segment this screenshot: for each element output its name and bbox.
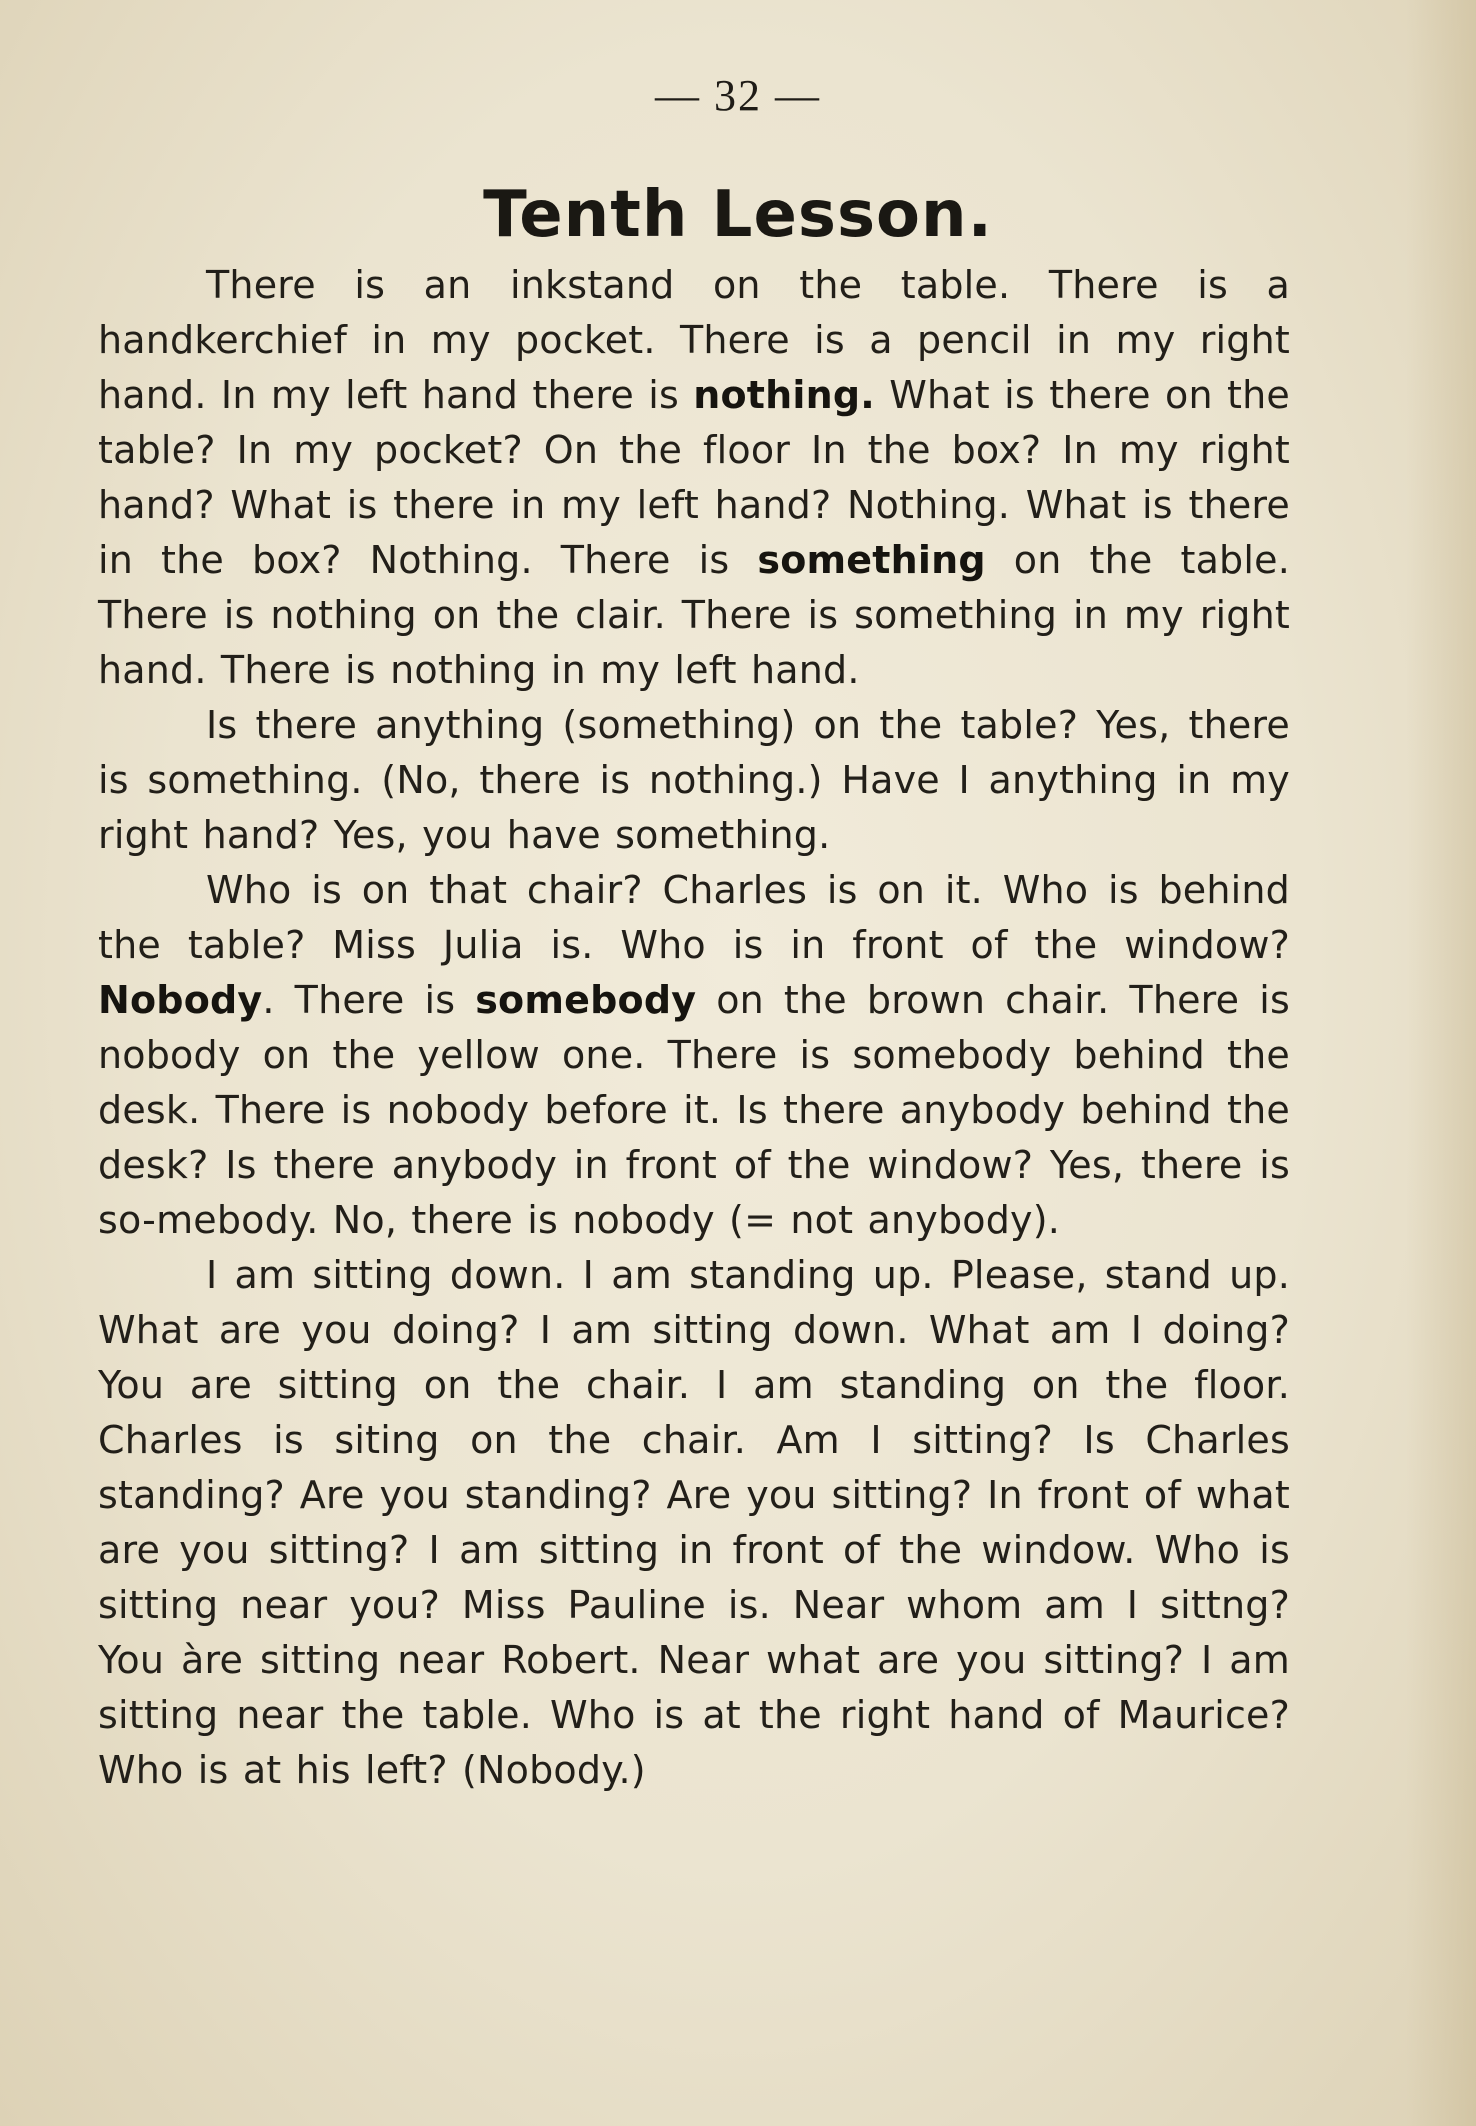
text-run: Who is on that chair? Charles is on it. Who is behind the table? Miss Julia is. Who is in front of the window? (98, 868, 1290, 967)
page-number: — 32 — (655, 71, 821, 120)
lesson-title: Tenth Lesson. (483, 178, 993, 252)
text-run: . There is (262, 978, 476, 1022)
paragraph (98, 1248, 1290, 1798)
bold-term: Nobody (98, 978, 263, 1022)
text-run: on the brown chair. There is nobody on the yellow one. There is somebody behind the desk. There is nobody before it. Is there anybody behind the desk? Is there anybody in front of the window? Yes, there is so-mebody. No, there is nobody (= not anybody). (98, 978, 1290, 1242)
paragraph (98, 863, 1290, 1248)
text-run: What is there on the table? In my pocket? On the floor In the box? In my right hand? What is there in my left hand? Nothing. What is there in the box? Nothing. There is (98, 373, 1290, 582)
paragraph (98, 258, 1290, 698)
text-run: on the table. There is nothing on the clair. There is something in my right hand. There is nothing in my left hand. (98, 538, 1290, 692)
page-edge-shadow (1406, 0, 1476, 2126)
text-run: Is there anything (something) on the table? Yes, there is something. (No, there is nothing.) Have I anything in my right hand? Yes, you have something. (98, 703, 1290, 857)
bold-term: somebody (475, 978, 697, 1022)
text-run: I am sitting down. I am standing up. Please, stand up. What are you doing? I am sitting down. What am I doing? You are sitting on the chair. I am standing on the floor. Charles is siting on the chair. Am I sitting? Is Charles standing? Are you standing? Are you sitting? In front of what are you sitting? I am sitting in front of the window. Who is sitting near you? Miss Pauline is. Near whom am I sittng? You àre sitting near Robert. Near what are you sitting? I am sitting near the table. Who is at the right hand of Maurice? Who is at his left? (Nobody.) (98, 1253, 1290, 1792)
lesson-body (98, 258, 1290, 1798)
text-run: There is an inkstand on the table. There is a handkerchief in my pocket. There is a pencil in my right hand. In my left hand there is (98, 263, 1290, 417)
bold-term: nothing. (693, 373, 875, 417)
bold-term: something (757, 538, 986, 582)
paragraph (98, 698, 1290, 863)
